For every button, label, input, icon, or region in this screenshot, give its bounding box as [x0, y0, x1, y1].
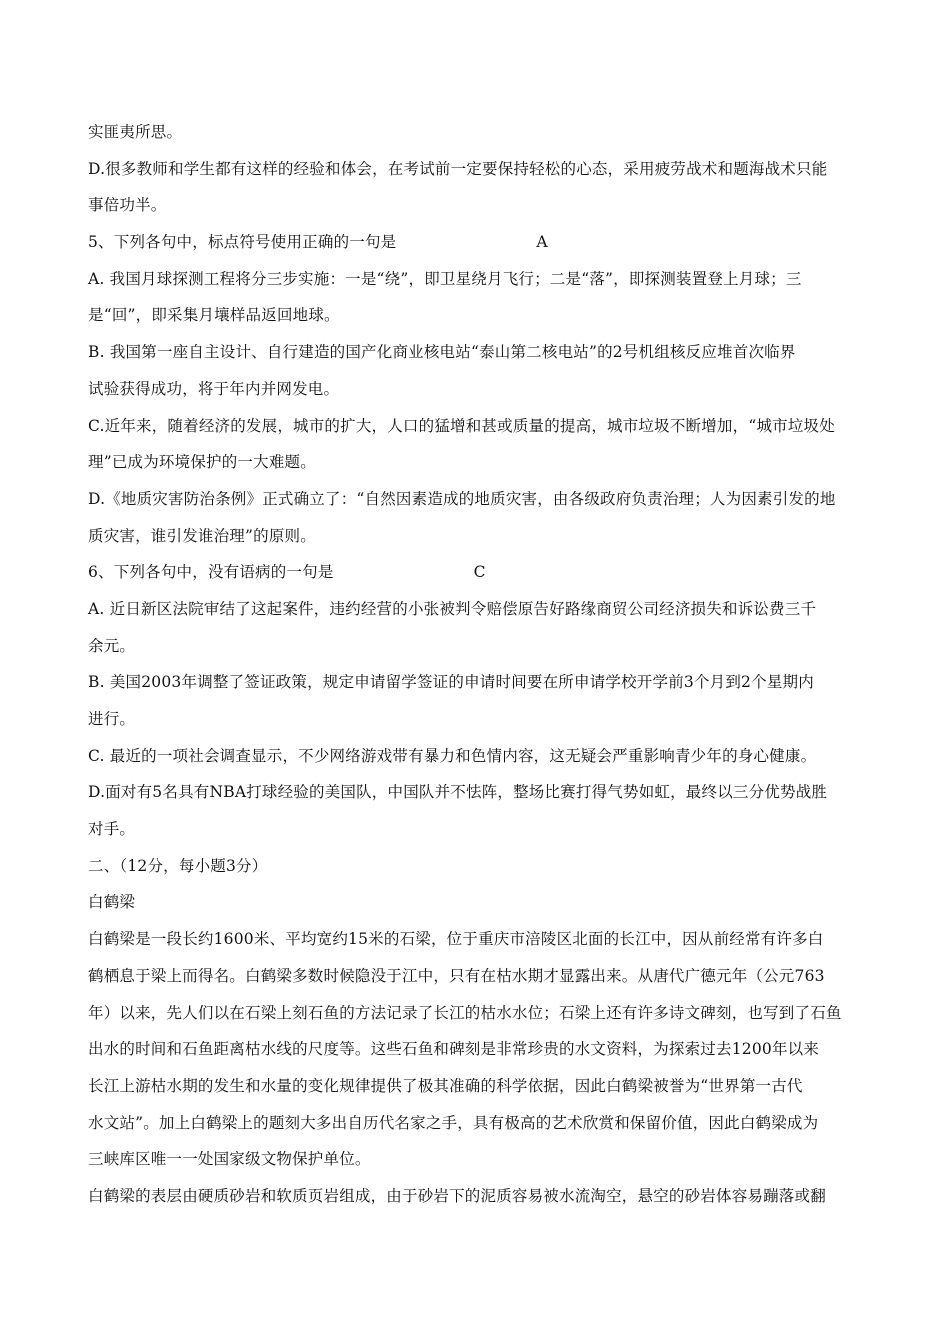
text-line: 质灾害，谁引发谁治理”的原则。 [88, 526, 316, 545]
text-line: 鹤栖息于梁上而得名。白鹤梁多数时候隐没于江中，只有在枯水期才显露出来。从唐代广德元年（公元763 [88, 966, 825, 985]
text-line: D.很多教师和学生都有这样的经验和体会，在考试前一定要保持轻松的心态，采用疲劳战术和题海战术只能 [88, 159, 828, 178]
question-6-line [88, 554, 864, 591]
question-6-answer: C [473, 563, 486, 582]
text-line: 白鹤梁是一段长约1600米、平均宽约15米的石梁，位于重庆市涪陵区北面的长江中，因从前经常有许多白 [88, 930, 824, 949]
text-line: C.近年来，随着经济的发展，城市的扩大，人口的猛增和甚或质量的提高，城市垃圾不断增加，“城市垃圾处 [88, 416, 835, 435]
text-line: C. 最近的一项社会调查显示，不少网络游戏带有暴力和色情内容，这无疑会严重影响青少年的身心健康。 [88, 746, 817, 765]
text-line: 三峡库区唯一一处国家级文物保护单位。 [88, 1150, 371, 1169]
question-5-answer: A [536, 233, 548, 252]
text-line: 理”已成为环境保护的一大难题。 [88, 453, 316, 472]
text-line: 白鹤梁的表层由硬质砂岩和软质页岩组成，由于砂岩下的泥质容易被水流淘空，悬空的砂岩体容易蹦落或翻 [88, 1186, 826, 1205]
text-line: 对手。 [88, 820, 136, 839]
text-line: A. 近日新区法院审结了这起案件，违约经营的小张被判令赔偿原告好路缘商贸公司经济损失和诉讼费三千 [88, 599, 817, 618]
text-line: A. 我国月球探测工程将分三步实施：一是“绕”，即卫星绕月飞行；二是“落”，即探测装置登上月球；三 [88, 269, 802, 288]
text-line: D.面对有5名具有NBA打球经验的美国队，中国队并不怯阵，整场比赛打得气势如虹，最终以三分优势战胜 [88, 783, 828, 802]
text-line: D.《地质灾害防治条例》正式确立了：“自然因素造成的地质灾害，由各级政府负责治理；人为因素引发的地 [88, 489, 836, 508]
question-5-line [88, 224, 864, 261]
text-line: 余元。 [88, 636, 136, 655]
text-line: B. 我国第一座自主设计、自行建造的国产化商业核电站“泰山第二核电站”的2号机组核反应堆首次临界 [88, 343, 796, 362]
text-line: 事倍功半。 [88, 196, 167, 215]
passage-title: 白鹤梁 [88, 893, 136, 912]
text-line: 进行。 [88, 710, 136, 728]
text-line: 出水的时间和石鱼距离枯水线的尺度等。这些石鱼和碑刻是非常珍贵的水文资料，为探索过去1200年以来 [88, 1040, 820, 1059]
text-line: 长江上游枯水期的发生和水量的变化规律提供了极其准确的科学依据，因此白鹤梁被誉为“世界第一古代 [88, 1076, 803, 1095]
text-line: 实匪夷所思。 [88, 123, 183, 141]
text-line: 试验获得成功，将于年内并网发电。 [88, 379, 340, 398]
text-line: 水文站”。加上白鹤梁上的题刻大多出自历代名家之手，具有极高的艺术欣赏和保留价值，因此白鹤梁成为 [88, 1113, 819, 1132]
text-line: B. 美国2003年调整了签证政策，规定申请留学签证的申请时间要在所申请学校开学前3个月到2个星期内 [88, 673, 814, 692]
document-page [88, 114, 864, 1215]
question-6-stem: 6、下列各句中，没有语病的一句是 [88, 563, 334, 582]
text-line: 年）以来，先人们以在石梁上刻石鱼的方法记录了长江的枯水水位；石梁上还有许多诗文碑刻，也写到了石鱼 [88, 1003, 842, 1022]
question-5-stem: 5、下列各句中，标点符号使用正确的一句是 [88, 233, 397, 252]
section-heading: 二、（12分，每小题3分） [88, 856, 268, 875]
text-line: 是“回”，即采集月壤样品返回地球。 [88, 306, 340, 325]
